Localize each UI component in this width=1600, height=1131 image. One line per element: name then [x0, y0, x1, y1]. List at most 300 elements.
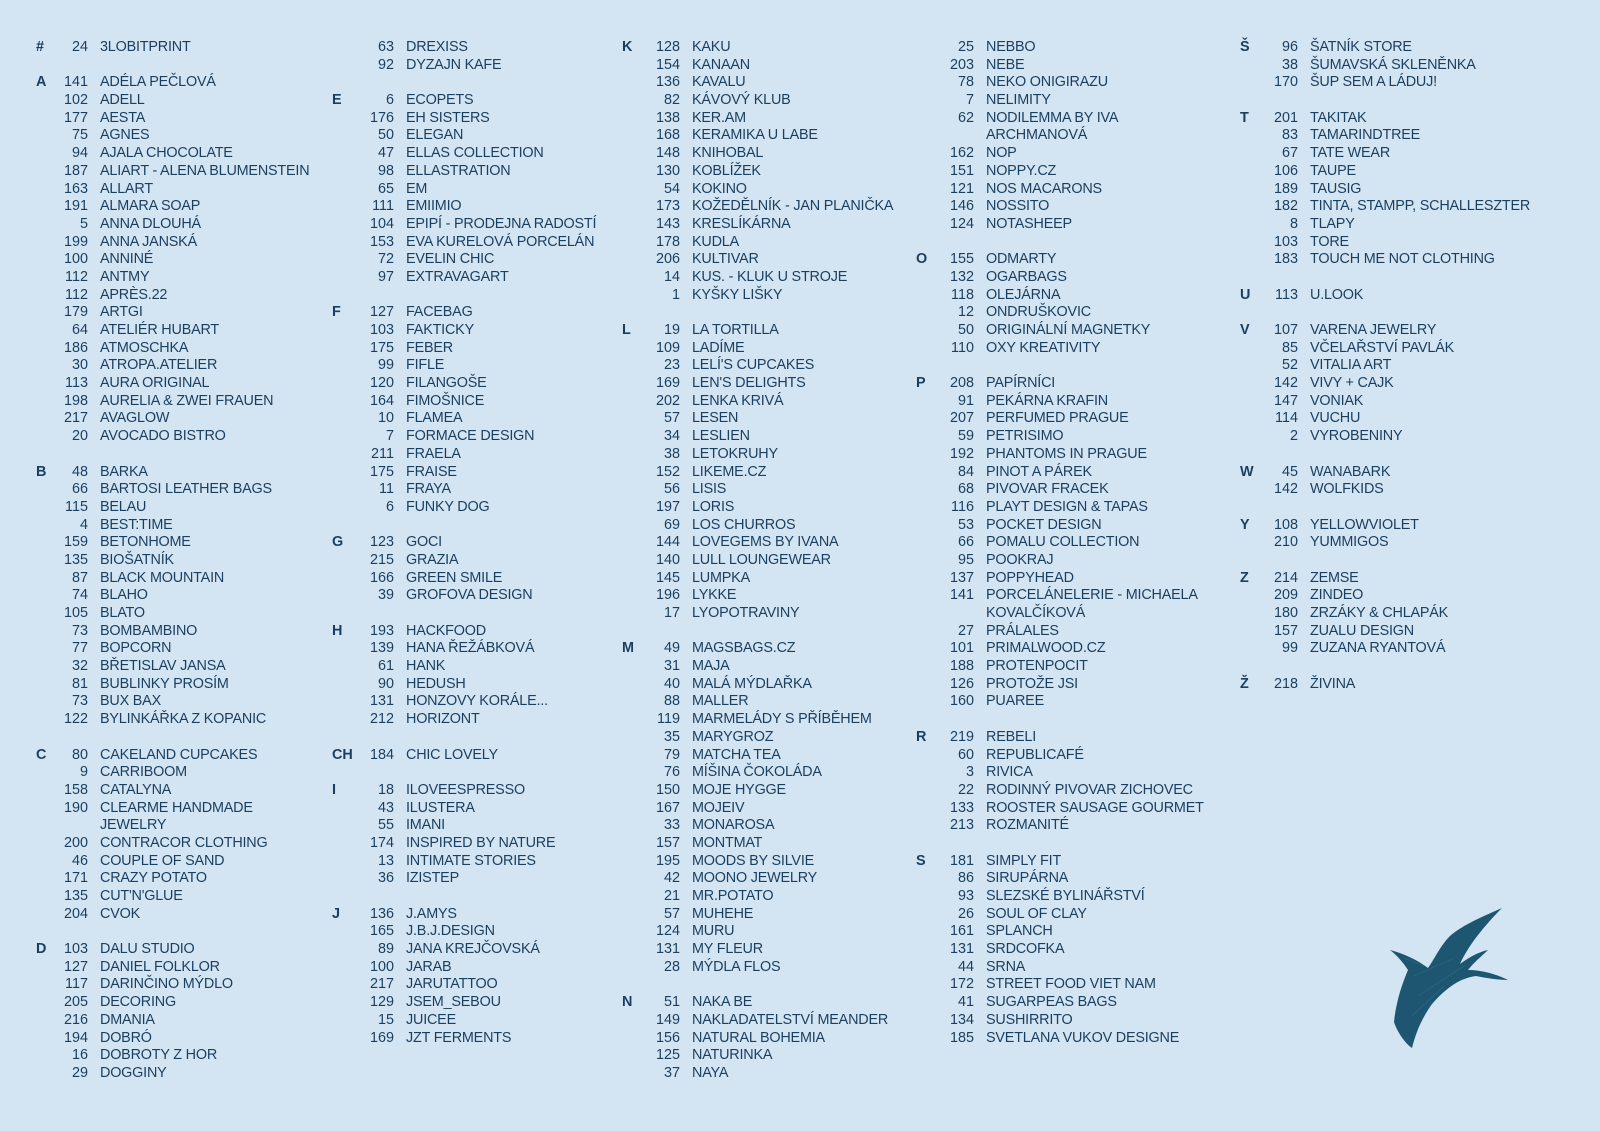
exhibitor-name: KER.AM — [692, 109, 746, 126]
booth-number: 24 — [71, 39, 88, 55]
list-item — [916, 428, 1256, 446]
exhibitor-name: POCKET DESIGN — [986, 516, 1102, 533]
exhibitor-name: WOLFKIDS — [1310, 481, 1384, 498]
section-letter — [622, 234, 650, 252]
booth-number: 132 — [949, 268, 974, 285]
booth-number: 152 — [655, 463, 680, 480]
booth-number: 22 — [957, 781, 974, 798]
section-letter — [36, 234, 64, 252]
list-item — [36, 570, 330, 588]
exhibitor-name: OGARBAGS — [986, 268, 1067, 285]
section-letter — [332, 216, 362, 234]
exhibitor-name: KAVALU — [692, 74, 746, 91]
booth-number: 122 — [64, 711, 89, 728]
booth-number: 99 — [377, 357, 394, 374]
exhibitor-name: ATROPA.ATELIER — [100, 357, 218, 374]
list-item — [1240, 393, 1590, 411]
section-letter — [622, 181, 650, 199]
index-column-5 — [1240, 39, 1590, 693]
exhibitor-name: CLEARME HANDMADE — [100, 799, 253, 816]
section-letter: A — [36, 74, 47, 91]
booth-number: 214 — [1273, 569, 1298, 586]
booth-number: 181 — [949, 852, 974, 869]
section-letter — [36, 304, 64, 322]
exhibitor-name: HONZOVY KORÁLE... — [406, 693, 548, 710]
booth-number: 131 — [369, 693, 394, 710]
booth-number: 207 — [949, 410, 974, 427]
booth-number: 219 — [949, 728, 974, 745]
list-item — [916, 552, 1256, 570]
exhibitor-name: TLAPY — [1310, 215, 1355, 232]
list-item — [622, 711, 942, 729]
booth-number: 57 — [663, 905, 680, 922]
exhibitor-name: GROFOVA DESIGN — [406, 587, 533, 604]
section-letter — [622, 941, 650, 959]
section-letter — [916, 322, 944, 340]
booth-number: 115 — [65, 498, 88, 515]
section-letter — [916, 800, 944, 818]
section-letter — [916, 959, 944, 977]
list-item — [622, 428, 942, 446]
exhibitor-name: CAKELAND CUPCAKES — [100, 746, 258, 763]
booth-number: 10 — [377, 410, 394, 427]
list-item — [916, 605, 1256, 623]
list-item — [916, 534, 1256, 552]
section-letter — [916, 534, 944, 552]
booth-number: 49 — [663, 640, 680, 657]
exhibitor-name: SVETLANA VUKOV DESIGNE — [986, 1029, 1180, 1046]
section-letter — [916, 640, 944, 658]
section-letter — [332, 163, 362, 181]
list-item — [622, 92, 942, 110]
section-letter — [36, 906, 64, 924]
section-letter — [332, 446, 362, 464]
list-item — [622, 287, 942, 305]
booth-number: 157 — [1273, 622, 1298, 639]
booth-number: 66 — [71, 481, 88, 498]
section-letter: R — [916, 728, 927, 745]
section-letter — [332, 640, 362, 658]
list-item — [1240, 216, 1590, 234]
list-item — [916, 287, 1256, 305]
exhibitor-name: JARAB — [406, 958, 452, 975]
exhibitor-name: REBELI — [986, 728, 1036, 745]
list-item — [622, 181, 942, 199]
list-item — [36, 1012, 330, 1030]
list-item — [622, 534, 942, 552]
section-letter — [622, 216, 650, 234]
section-letter: T — [1240, 109, 1249, 126]
section-letter — [916, 74, 944, 92]
section-gap — [332, 764, 626, 782]
section-letter — [622, 517, 650, 535]
section-letter — [1240, 145, 1268, 163]
section-letter — [1240, 428, 1268, 446]
list-item — [36, 163, 330, 181]
exhibitor-name: AVOCADO BISTRO — [100, 428, 226, 445]
list-item — [916, 959, 1256, 977]
list-item — [332, 269, 626, 287]
booth-number: 135 — [64, 551, 89, 568]
booth-number: 124 — [949, 215, 974, 232]
list-item — [622, 110, 942, 128]
exhibitor-name: MR.POTATO — [692, 888, 774, 904]
section-letter — [916, 906, 944, 924]
exhibitor-name: ZEMSE — [1310, 569, 1359, 586]
booth-number: 28 — [663, 958, 680, 975]
section-letter — [916, 676, 944, 694]
list-item — [1240, 322, 1590, 340]
exhibitor-name: ARCHMANOVÁ — [986, 127, 1088, 144]
section-letter — [622, 145, 650, 163]
exhibitor-name: BETONHOME — [100, 534, 191, 551]
exhibitor-name: ECOPETS — [406, 92, 474, 109]
section-letter — [36, 640, 64, 658]
list-item — [332, 658, 626, 676]
list-item — [36, 888, 330, 906]
exhibitor-name: LULL LOUNGEWEAR — [692, 551, 831, 568]
booth-number: 179 — [64, 304, 89, 321]
section-gap — [1240, 446, 1590, 464]
booth-number: 141 — [949, 587, 974, 604]
booth-number: 17 — [663, 605, 680, 621]
list-item — [332, 994, 626, 1012]
section-letter — [332, 1030, 362, 1048]
list-item — [916, 658, 1256, 676]
booth-number: 212 — [369, 711, 394, 728]
section-letter — [1240, 57, 1268, 75]
section-letter: Š — [1240, 39, 1250, 55]
list-item — [1240, 517, 1590, 535]
exhibitor-name: ROZMANITÉ — [986, 817, 1069, 834]
booth-number: 127 — [369, 304, 394, 321]
list-item — [332, 623, 626, 641]
exhibitor-name: NODILEMMA BY IVA — [986, 109, 1119, 126]
section-letter: S — [916, 852, 926, 869]
booth-number: 169 — [655, 375, 680, 392]
section-letter — [36, 181, 64, 199]
exhibitor-name: HEDUSH — [406, 675, 466, 692]
section-letter — [622, 110, 650, 128]
list-item — [1240, 287, 1590, 305]
section-letter: H — [332, 622, 343, 639]
section-letter — [622, 959, 650, 977]
section-letter — [36, 393, 64, 411]
booth-number: 203 — [949, 56, 974, 73]
section-letter — [332, 464, 362, 482]
list-item — [36, 1047, 330, 1065]
exhibitor-name: PRÁLALES — [986, 622, 1059, 639]
booth-number: 185 — [949, 1029, 974, 1046]
section-letter — [1240, 640, 1268, 658]
exhibitor-name: POMALU COLLECTION — [986, 534, 1140, 551]
list-item — [36, 74, 330, 92]
section-letter — [1240, 198, 1268, 216]
list-item — [622, 446, 942, 464]
exhibitor-name: ATMOSCHKA — [100, 339, 189, 356]
booth-number: 137 — [949, 569, 974, 586]
booth-number: 145 — [655, 569, 680, 586]
booth-number: 53 — [957, 516, 974, 533]
list-item — [622, 570, 942, 588]
list-item — [916, 587, 1256, 605]
exhibitor-name: ALLART — [100, 180, 153, 197]
exhibitor-name: MURU — [692, 923, 735, 940]
exhibitor-name: HANA ŘEŽÁBKOVÁ — [406, 640, 535, 657]
exhibitor-name: AJALA CHOCOLATE — [100, 145, 233, 162]
exhibitor-name: CRAZY POTATO — [100, 870, 207, 887]
exhibitor-name: ALMARA SOAP — [100, 198, 201, 215]
booth-number: 106 — [1273, 162, 1298, 179]
booth-number: 40 — [663, 675, 680, 692]
section-gap — [1240, 658, 1590, 676]
list-item — [332, 1012, 626, 1030]
list-item — [916, 906, 1256, 924]
booth-number: 159 — [64, 534, 89, 551]
list-item — [36, 764, 330, 782]
section-letter: J — [332, 905, 341, 922]
list-item — [1240, 198, 1590, 216]
section-letter: K — [622, 39, 633, 55]
section-letter — [916, 994, 944, 1012]
list-item — [36, 499, 330, 517]
section-letter — [622, 888, 650, 906]
exhibitor-name: TAKITAK — [1310, 109, 1367, 126]
section-letter — [36, 552, 64, 570]
booth-number: 167 — [655, 799, 680, 816]
exhibitor-name: BIOŠATNÍK — [100, 551, 174, 568]
exhibitor-name: JEWELRY — [100, 817, 167, 834]
list-item — [622, 835, 942, 853]
booth-number: 149 — [655, 1011, 680, 1028]
section-letter — [916, 304, 944, 322]
list-item — [36, 428, 330, 446]
section-letter: G — [332, 534, 344, 551]
section-letter — [916, 570, 944, 588]
list-item — [916, 640, 1256, 658]
exhibitor-name: EH SISTERS — [406, 109, 490, 126]
exhibitor-name: DOBRÓ — [100, 1029, 152, 1046]
list-item — [332, 693, 626, 711]
booth-number: 34 — [663, 428, 680, 445]
booth-number: 77 — [71, 640, 88, 657]
list-item — [1240, 640, 1590, 658]
list-item — [332, 481, 626, 499]
list-item — [916, 410, 1256, 428]
booth-number: 79 — [663, 746, 680, 763]
list-item — [332, 181, 626, 199]
list-item — [332, 870, 626, 888]
exhibitor-name: BELAU — [100, 498, 147, 515]
booth-number: 144 — [655, 534, 680, 551]
booth-number: 128 — [655, 39, 680, 55]
list-item — [36, 534, 330, 552]
list-item — [332, 251, 626, 269]
list-item — [916, 198, 1256, 216]
exhibitor-name: RODINNÝ PIVOVAR ZICHOVEC — [986, 781, 1193, 798]
booth-number: 135 — [64, 888, 89, 904]
section-letter — [916, 517, 944, 535]
list-item — [1240, 676, 1590, 694]
booth-number: 23 — [663, 357, 680, 374]
list-item — [916, 853, 1256, 871]
section-letter — [332, 39, 362, 57]
booth-number: 175 — [369, 339, 394, 356]
list-item — [1240, 464, 1590, 482]
list-item — [332, 92, 626, 110]
exhibitor-name: KUS. - KLUK U STROJE — [692, 268, 848, 285]
booth-number: 110 — [951, 339, 974, 356]
list-item — [332, 375, 626, 393]
list-item — [36, 906, 330, 924]
section-letter — [622, 1047, 650, 1065]
exhibitor-name: EVA KURELOVÁ PORCELÁN — [406, 233, 595, 250]
booth-number: 100 — [369, 958, 394, 975]
section-letter — [622, 127, 650, 145]
section-letter — [622, 1012, 650, 1030]
list-item — [1240, 234, 1590, 252]
section-letter — [36, 481, 64, 499]
booth-number: 142 — [1273, 481, 1298, 498]
booth-number: 68 — [957, 481, 974, 498]
list-item — [332, 57, 626, 75]
section-letter — [916, 287, 944, 305]
list-item — [36, 870, 330, 888]
list-item — [622, 74, 942, 92]
exhibitor-name: SRDCOFKA — [986, 941, 1065, 958]
exhibitor-name: LESEN — [692, 410, 739, 427]
booth-number: 6 — [385, 498, 394, 515]
list-item — [622, 923, 942, 941]
booth-number: 119 — [657, 711, 680, 728]
list-item — [332, 499, 626, 517]
list-item — [622, 251, 942, 269]
list-item — [916, 464, 1256, 482]
exhibitor-name: PETRISIMO — [986, 428, 1064, 445]
booth-number: 103 — [64, 941, 89, 958]
exhibitor-name: ZRZÁKY & CHLAPÁK — [1310, 605, 1449, 621]
list-item — [36, 941, 330, 959]
booth-number: 204 — [64, 905, 89, 922]
booth-number: 80 — [71, 746, 88, 763]
section-letter — [1240, 534, 1268, 552]
booth-number: 201 — [1273, 109, 1298, 126]
section-letter — [622, 693, 650, 711]
section-letter — [622, 729, 650, 747]
booth-number: 38 — [1281, 56, 1298, 73]
list-item — [332, 640, 626, 658]
list-item — [332, 941, 626, 959]
list-item — [36, 587, 330, 605]
booth-number: 113 — [65, 375, 88, 392]
exhibitor-name: LORIS — [692, 498, 735, 515]
section-letter — [622, 676, 650, 694]
booth-number: 146 — [949, 198, 974, 215]
list-item — [332, 959, 626, 977]
booth-number: 193 — [369, 622, 394, 639]
booth-number: 1 — [671, 286, 680, 303]
exhibitor-name: JARUTATTOO — [406, 976, 498, 993]
exhibitor-name: ANNA DLOUHÁ — [100, 215, 201, 232]
exhibitor-name: LENKA KRIVÁ — [692, 392, 784, 409]
list-item — [36, 1030, 330, 1048]
booth-number: 120 — [369, 375, 394, 392]
list-item — [622, 1012, 942, 1030]
booth-number: 141 — [64, 74, 89, 91]
list-item — [916, 340, 1256, 358]
booth-number: 7 — [385, 428, 394, 445]
exhibitor-name: KOVALČÍKOVÁ — [986, 605, 1086, 621]
list-item — [916, 888, 1256, 906]
section-letter — [622, 269, 650, 287]
list-item — [36, 393, 330, 411]
list-item — [622, 817, 942, 835]
exhibitor-name: MALÁ MÝDLAŘKA — [692, 675, 812, 692]
section-letter — [36, 800, 64, 818]
booth-number: 112 — [65, 286, 88, 303]
section-gap — [1240, 499, 1590, 517]
list-item — [1240, 357, 1590, 375]
section-letter — [916, 198, 944, 216]
section-letter — [622, 464, 650, 482]
section-gap — [36, 923, 330, 941]
exhibitor-name: KULTIVAR — [692, 251, 759, 268]
section-gap — [1240, 269, 1590, 287]
section-letter — [1240, 375, 1268, 393]
booth-number: 55 — [377, 817, 394, 834]
section-letter — [622, 817, 650, 835]
booth-number: 210 — [1273, 534, 1298, 551]
list-item — [916, 393, 1256, 411]
section-letter — [332, 375, 362, 393]
booth-number: 215 — [369, 551, 394, 568]
booth-number: 156 — [655, 1029, 680, 1046]
section-letter — [1240, 74, 1268, 92]
booth-number: 165 — [369, 923, 394, 940]
exhibitor-name: AVAGLOW — [100, 410, 170, 427]
list-item — [622, 747, 942, 765]
booth-number: 177 — [64, 109, 89, 126]
booth-number: 161 — [949, 923, 974, 940]
list-item — [332, 534, 626, 552]
list-item — [622, 464, 942, 482]
exhibitor-name: BARTOSI LEATHER BAGS — [100, 481, 272, 498]
exhibitor-name: MOJE HYGGE — [692, 781, 786, 798]
booth-number: 175 — [369, 463, 394, 480]
exhibitor-name: ZUALU DESIGN — [1310, 622, 1414, 639]
list-item — [1240, 127, 1590, 145]
section-letter — [36, 127, 64, 145]
section-letter — [916, 658, 944, 676]
booth-number: 90 — [377, 675, 394, 692]
section-letter — [1240, 181, 1268, 199]
section-letter — [36, 976, 64, 994]
section-letter — [916, 110, 944, 128]
list-item — [916, 92, 1256, 110]
list-item — [36, 216, 330, 234]
exhibitor-name: OLEJÁRNA — [986, 286, 1061, 303]
list-item — [916, 322, 1256, 340]
exhibitor-name: YUMMIGOS — [1310, 534, 1389, 551]
booth-number: 189 — [1273, 180, 1298, 197]
section-letter — [332, 110, 362, 128]
section-letter — [916, 410, 944, 428]
booth-number: 13 — [377, 852, 394, 869]
section-letter: D — [36, 941, 47, 958]
booth-number: 51 — [663, 994, 680, 1011]
booth-number: 18 — [377, 781, 394, 798]
booth-number: 6 — [385, 92, 394, 109]
